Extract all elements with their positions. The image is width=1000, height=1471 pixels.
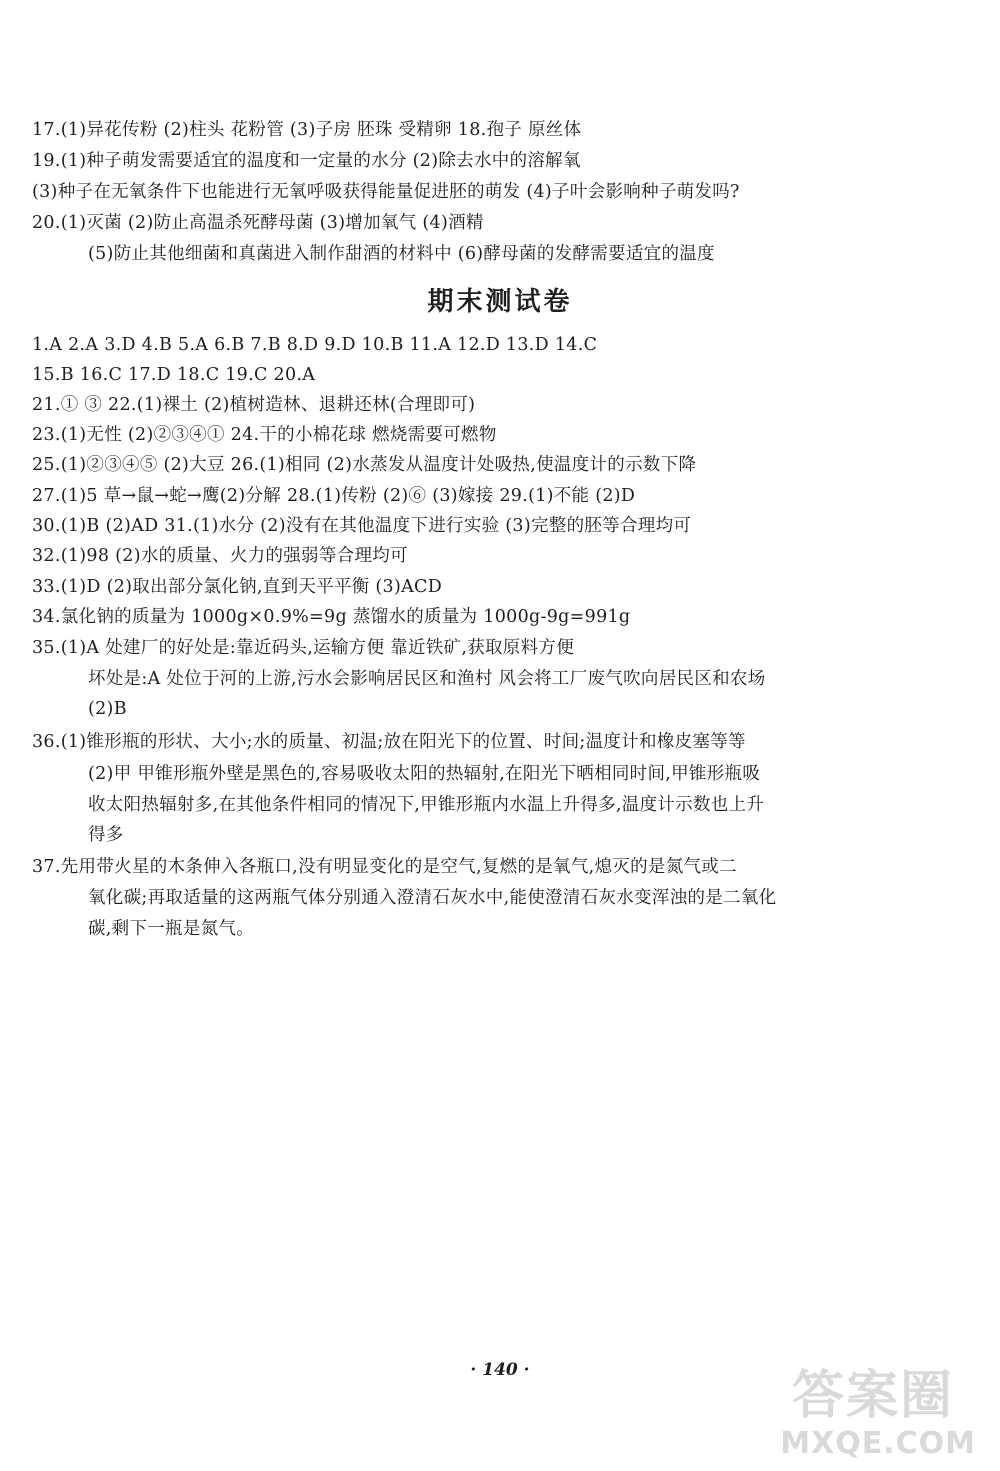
answer-line-35-part2: (2)B <box>88 699 127 719</box>
watermark-url: MXQE.COM <box>780 1426 976 1461</box>
answer-line-37: 37.先用带火星的木条伸入各瓶口,没有明显变化的是空气,复燃的是氧气,熄灭的是氮气或二 <box>32 857 737 877</box>
answer-line-27-29: 27.(1)5 草→鼠→蛇→鹰(2)分解 28.(1)传粉 (2)⑥ (3)嫁接 29.(1)不能 (2)D <box>32 486 636 506</box>
answer-line-19: 19.(1)种子萌发需要适宜的温度和一定量的水分 (2)除去水中的溶解氧 <box>32 151 581 171</box>
watermark-logo-text: 答案圈 <box>791 1366 954 1426</box>
answer-line-30-31: 30.(1)B (2)AD 31.(1)水分 (2)没有在其他温度下进行实验 (3)完整的胚等合理均可 <box>32 516 692 536</box>
section-title: 期末测试卷 <box>427 287 573 317</box>
answer-line-37-cont-2: 碳,剩下一瓶是氮气。 <box>88 919 255 939</box>
answer-line-36-cont-1: 收太阳热辐射多,在其他条件相同的情况下,甲锥形瓶内水温上升得多,温度计示数也上升 <box>88 795 765 815</box>
answer-line-36: 36.(1)锥形瓶的形状、大小;水的质量、初温;放在阳光下的位置、时间;温度计和橡皮塞等等 <box>32 732 746 752</box>
answer-line-17-18: 17.(1)异花传粉 (2)柱头 花粉管 (3)子房 胚珠 受精卵 18.孢子 原丝体 <box>32 120 582 140</box>
answer-line-23-24: 23.(1)无性 (2)②③④① 24.干的小棉花球 燃烧需要可燃物 <box>32 425 497 445</box>
answer-line-19-cont: (3)种子在无氧条件下也能进行无氧呼吸获得能量促进胚的萌发 (4)子叶会影响种子萌发吗? <box>32 182 740 202</box>
answer-line-36-part2: (2)甲 甲锥形瓶外壁是黑色的,容易吸收太阳的热辐射,在阳光下晒相同时间,甲锥形瓶吸 <box>88 764 761 784</box>
answer-line-20-cont: (5)防止其他细菌和真菌进入制作甜酒的材料中 (6)酵母菌的发酵需要适宜的温度 <box>88 244 715 264</box>
answer-line-32: 32.(1)98 (2)水的质量、火力的强弱等合理均可 <box>32 546 408 566</box>
answer-line-36-cont-2: 得多 <box>88 825 124 845</box>
page-number: · 140 · <box>470 1360 530 1380</box>
answer-line-34: 34.氯化钠的质量为 1000g×0.9%=9g 蒸馏水的质量为 1000g-9g=991g <box>32 607 631 627</box>
answer-line-1-14: 1.A 2.A 3.D 4.B 5.A 6.B 7.B 8.D 9.D 10.B 11.A 12.D 13.D 14.C <box>32 335 598 355</box>
watermark-logo <box>702 1353 982 1463</box>
answer-line-21-22: 21.① ③ 22.(1)裸土 (2)植树造林、退耕还林(合理即可) <box>32 395 476 415</box>
answer-line-33: 33.(1)D (2)取出部分氯化钠,直到天平平衡 (3)ACD <box>32 577 443 597</box>
answer-line-37-cont-1: 氧化碳;再取适量的这两瓶气体分别通入澄清石灰水中,能使澄清石灰水变浑浊的是二氧化 <box>88 888 777 908</box>
answer-line-20: 20.(1)灭菌 (2)防止高温杀死酵母菌 (3)增加氧气 (4)酒精 <box>32 213 484 233</box>
answer-line-35-cont: 坏处是:A 处位于河的上游,污水会影响居民区和渔村 风会将工厂废气吹向居民区和农场 <box>88 669 766 689</box>
answer-line-25-26: 25.(1)②③④⑤ (2)大豆 26.(1)相同 (2)水蒸发从温度计处吸热,使温度计的示数下降 <box>32 455 697 475</box>
answer-line-15-20: 15.B 16.C 17.D 18.C 19.C 20.A <box>32 365 316 385</box>
answer-line-35: 35.(1)A 处建厂的好处是:靠近码头,运输方便 靠近铁矿,获取原料方便 <box>32 638 575 658</box>
